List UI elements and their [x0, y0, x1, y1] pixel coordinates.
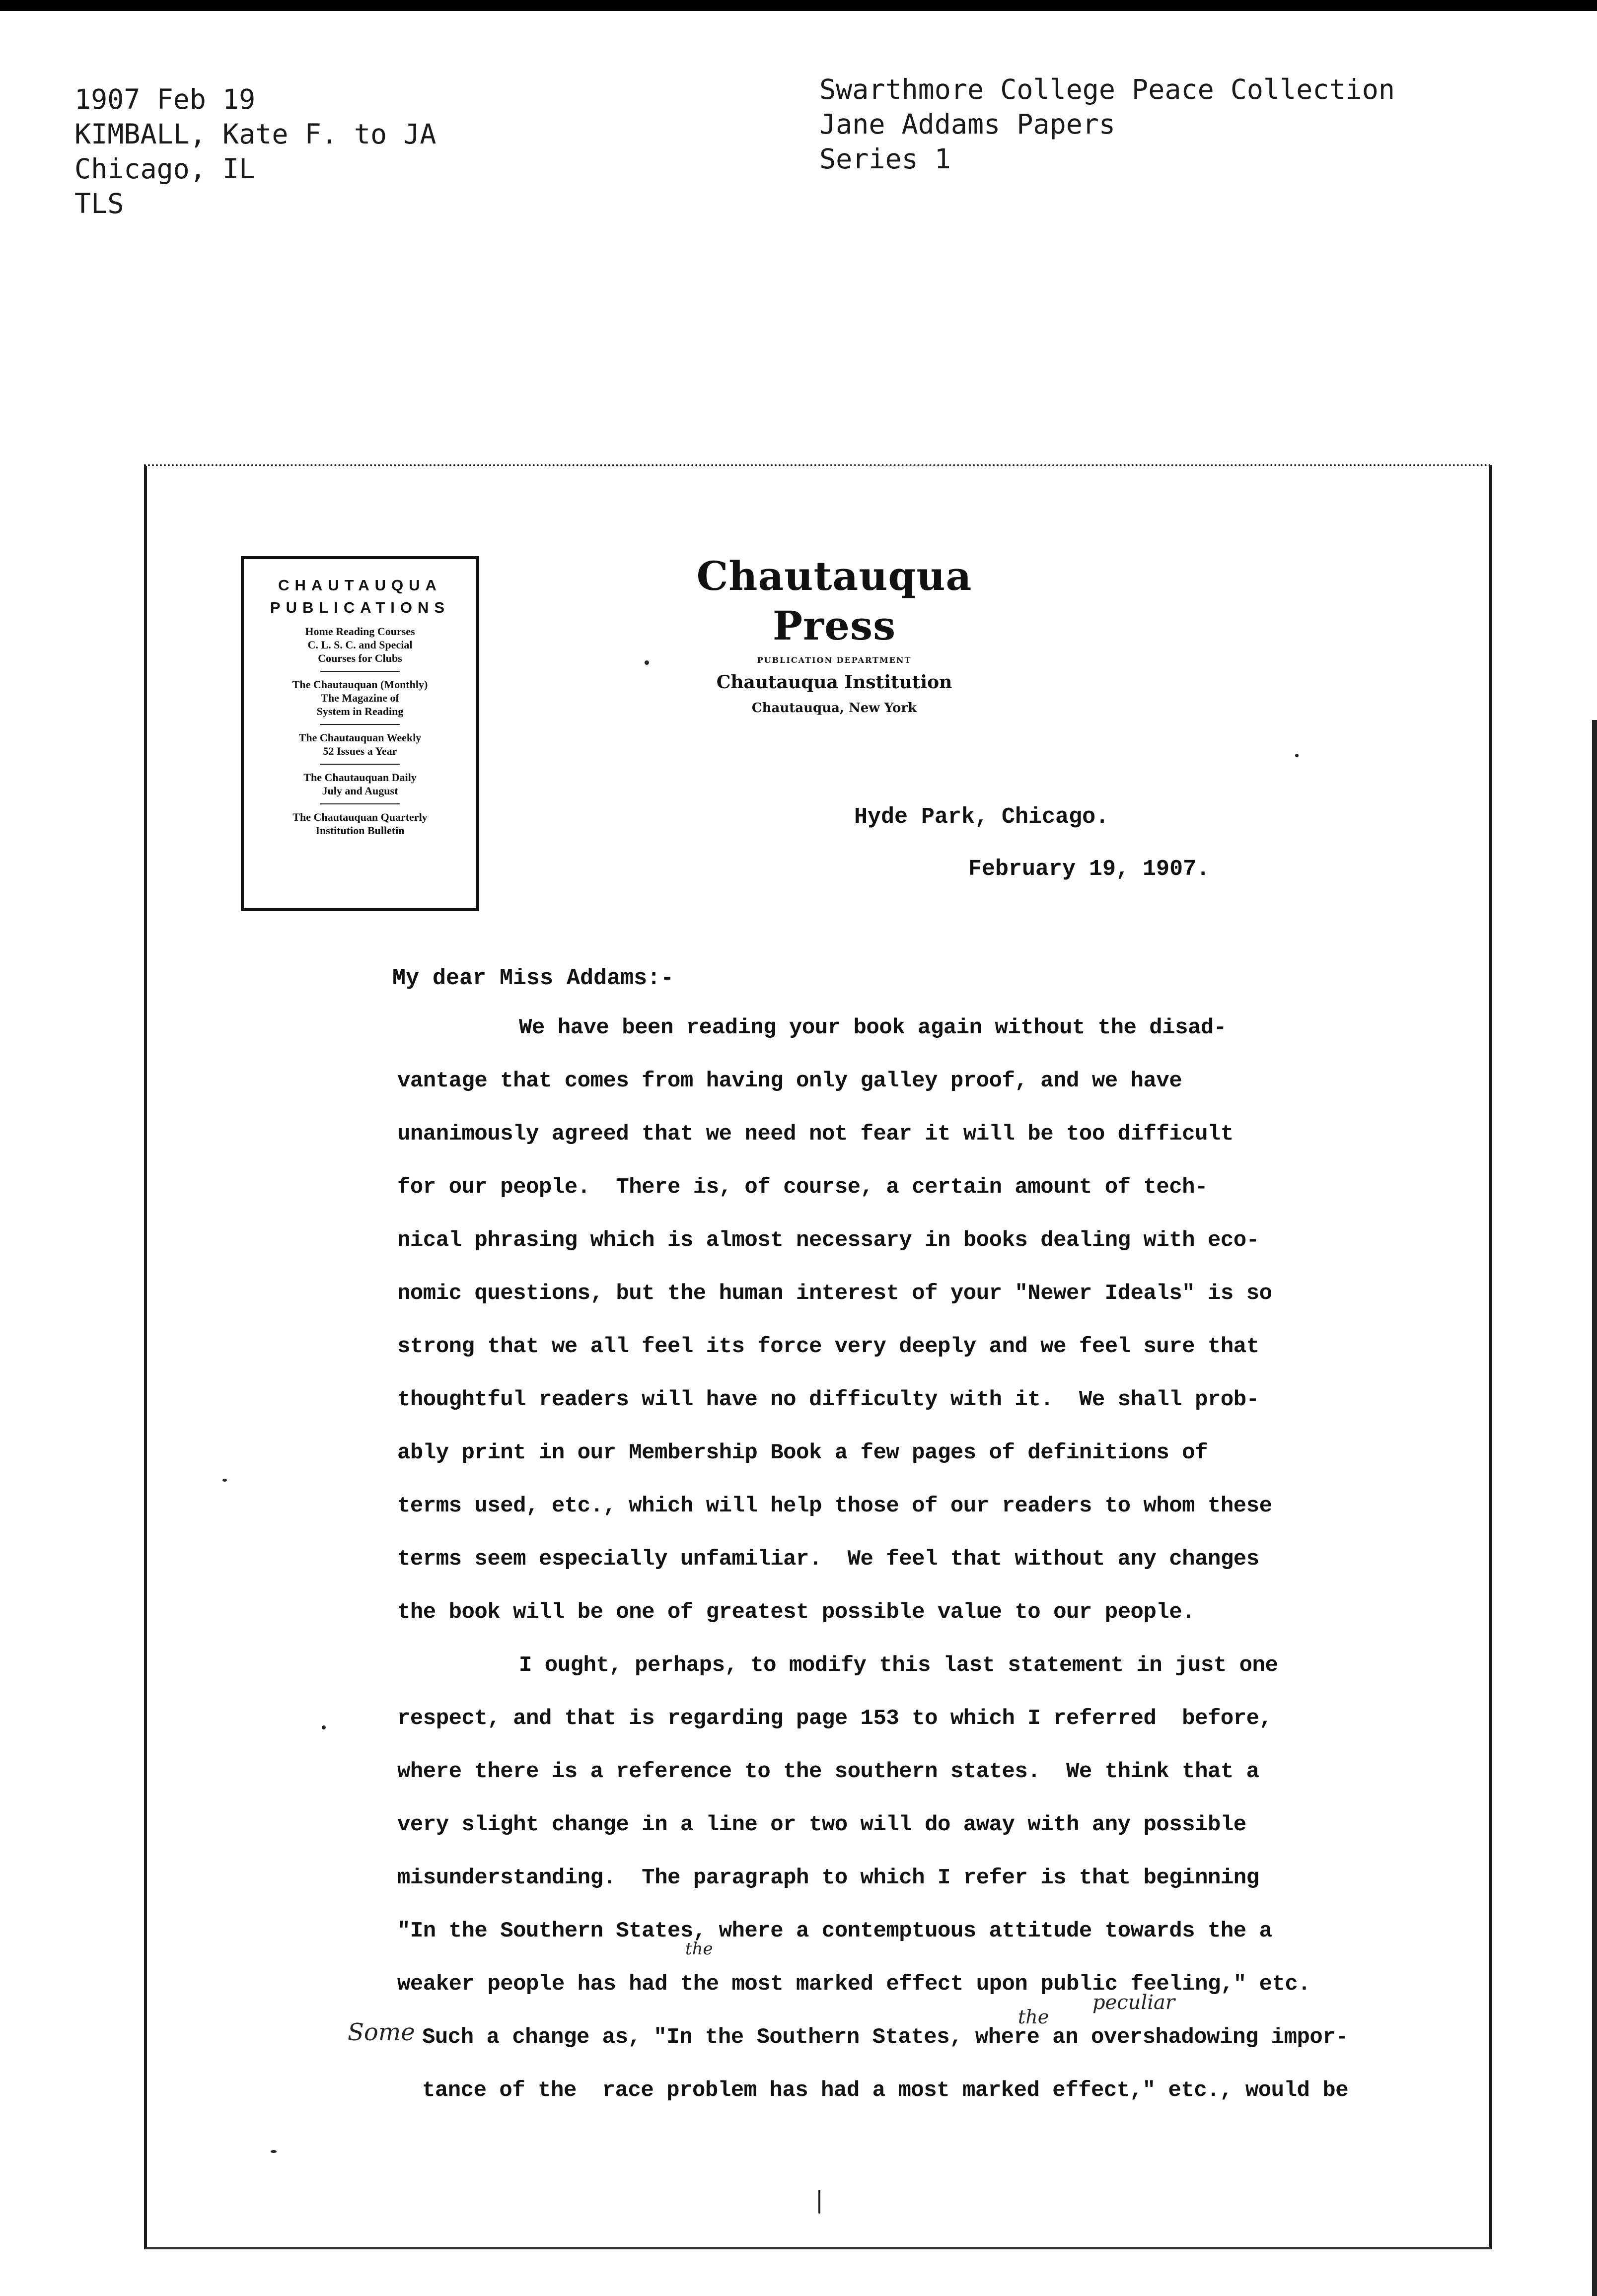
scan-speck — [1295, 754, 1299, 757]
body-line: We have been reading your book again without the disad- — [519, 1015, 1227, 1040]
sidebar-item: The Chautauquan Daily — [303, 771, 417, 784]
sidebar-item: System in Reading — [316, 705, 404, 718]
body-line: the book will be one of greatest possible value to our people. — [397, 1600, 1195, 1625]
letter-place: Hyde Park, Chicago. — [854, 804, 1109, 830]
body-line: "In the Southern States, where a contemptuous attitude towards the a — [397, 1919, 1272, 1943]
archive-collection: Swarthmore College Peace Collection — [819, 73, 1395, 105]
scan-speck — [818, 2190, 820, 2214]
sidebar-item: The Chautauquan Quarterly — [292, 811, 428, 823]
sidebar-title-2: PUBLICATIONS — [270, 599, 450, 616]
letterhead-subtitle: PUBLICATION DEPARTMENT — [757, 655, 912, 665]
handwritten-annotation: the — [1018, 2006, 1049, 2028]
body-line: respect, and that is regarding page 153 to which I referred before, — [397, 1706, 1272, 1731]
archive-papers: Jane Addams Papers — [819, 108, 1116, 140]
sidebar-item: July and August — [322, 785, 398, 797]
sidebar-divider — [320, 764, 400, 765]
body-line: vantage that comes from having only galley proof, and we have — [397, 1069, 1182, 1093]
body-line: tance of the race problem has had a most marked effect," etc., would be — [422, 2078, 1349, 2103]
sidebar-item: Courses for Clubs — [318, 652, 402, 664]
sidebar-item: The Chautauquan Weekly — [298, 731, 422, 744]
letter-date: February 19, 1907. — [968, 857, 1210, 882]
letter-salutation: My dear Miss Addams:- — [392, 966, 674, 991]
body-line: misunderstanding. The paragraph to which I refer is that beginning — [397, 1866, 1259, 1890]
sidebar-divider — [320, 803, 400, 804]
handwritten-annotation: the — [685, 1939, 713, 1959]
archive-citation-left — [74, 82, 436, 221]
body-line: terms seem especially unfamiliar. We feel that without any changes — [397, 1547, 1259, 1572]
letterhead-place: Chautauqua, New York — [751, 701, 917, 716]
handwritten-annotation: peculiar — [1092, 1991, 1175, 2014]
body-line: ably print in our Membership Book a few pages of definitions of — [397, 1440, 1208, 1465]
scan-speck — [222, 1479, 227, 1482]
body-line: nical phrasing which is almost necessary in books dealing with eco- — [397, 1228, 1259, 1253]
scan-top-border — [0, 0, 1597, 11]
archive-location: Chicago, IL — [74, 153, 256, 185]
sidebar-item: C. L. S. C. and Special — [307, 639, 413, 651]
scan-speck — [645, 660, 649, 665]
body-line: where there is a reference to the southern states. We think that a — [397, 1759, 1259, 1784]
sidebar-item: Institution Bulletin — [315, 824, 405, 837]
archive-date: 1907 Feb 19 — [74, 83, 256, 115]
sidebar-divider — [320, 671, 400, 672]
sidebar-item: Home Reading Courses — [305, 625, 415, 638]
scan-right-edge — [1592, 720, 1597, 2296]
body-line: Such a change as, "In the Southern States, where an overshadowing impor- — [422, 2025, 1349, 2050]
letterhead-title: Chautauqua Press — [696, 553, 972, 649]
archive-citation-right — [819, 72, 1395, 176]
letterhead-institution: Chautauqua Institution — [716, 672, 952, 693]
body-line: nomic questions, but the human interest of your "Newer Ideals" is so — [397, 1281, 1272, 1306]
letterhead — [646, 551, 1023, 716]
archive-document-type: TLS — [74, 188, 124, 219]
archive-series: Series 1 — [819, 143, 951, 175]
sidebar-title-1: CHAUTAUQUA — [278, 576, 442, 594]
scan-speck — [322, 1725, 326, 1729]
sidebar-item: The Chautauquan (Monthly) — [292, 678, 428, 691]
sidebar-item: The Magazine of — [321, 692, 399, 704]
body-line: terms used, etc., which will help those of our readers to whom these — [397, 1494, 1272, 1518]
handwritten-annotation: Some — [348, 2018, 415, 2046]
sidebar-item: 52 Issues a Year — [323, 745, 397, 757]
body-line: strong that we all feel its force very deeply and we feel sure that — [397, 1334, 1259, 1359]
body-line: weaker people has had the most marked effect upon public feeling," etc. — [397, 1972, 1311, 1997]
archive-correspondents: KIMBALL, Kate F. to JA — [74, 118, 436, 150]
sidebar-divider — [320, 724, 400, 725]
body-line: thoughtful readers will have no difficulty with it. We shall prob- — [397, 1387, 1259, 1412]
body-line: unanimously agreed that we need not fear it will be too difficult — [397, 1122, 1234, 1147]
publications-sidebar — [241, 556, 479, 911]
scan-speck — [271, 2150, 277, 2153]
body-line: very slight change in a line or two will do away with any possible — [397, 1812, 1246, 1837]
body-line: I ought, perhaps, to modify this last statement in just one — [519, 1653, 1278, 1678]
body-line: for our people. There is, of course, a certain amount of tech- — [397, 1175, 1208, 1200]
